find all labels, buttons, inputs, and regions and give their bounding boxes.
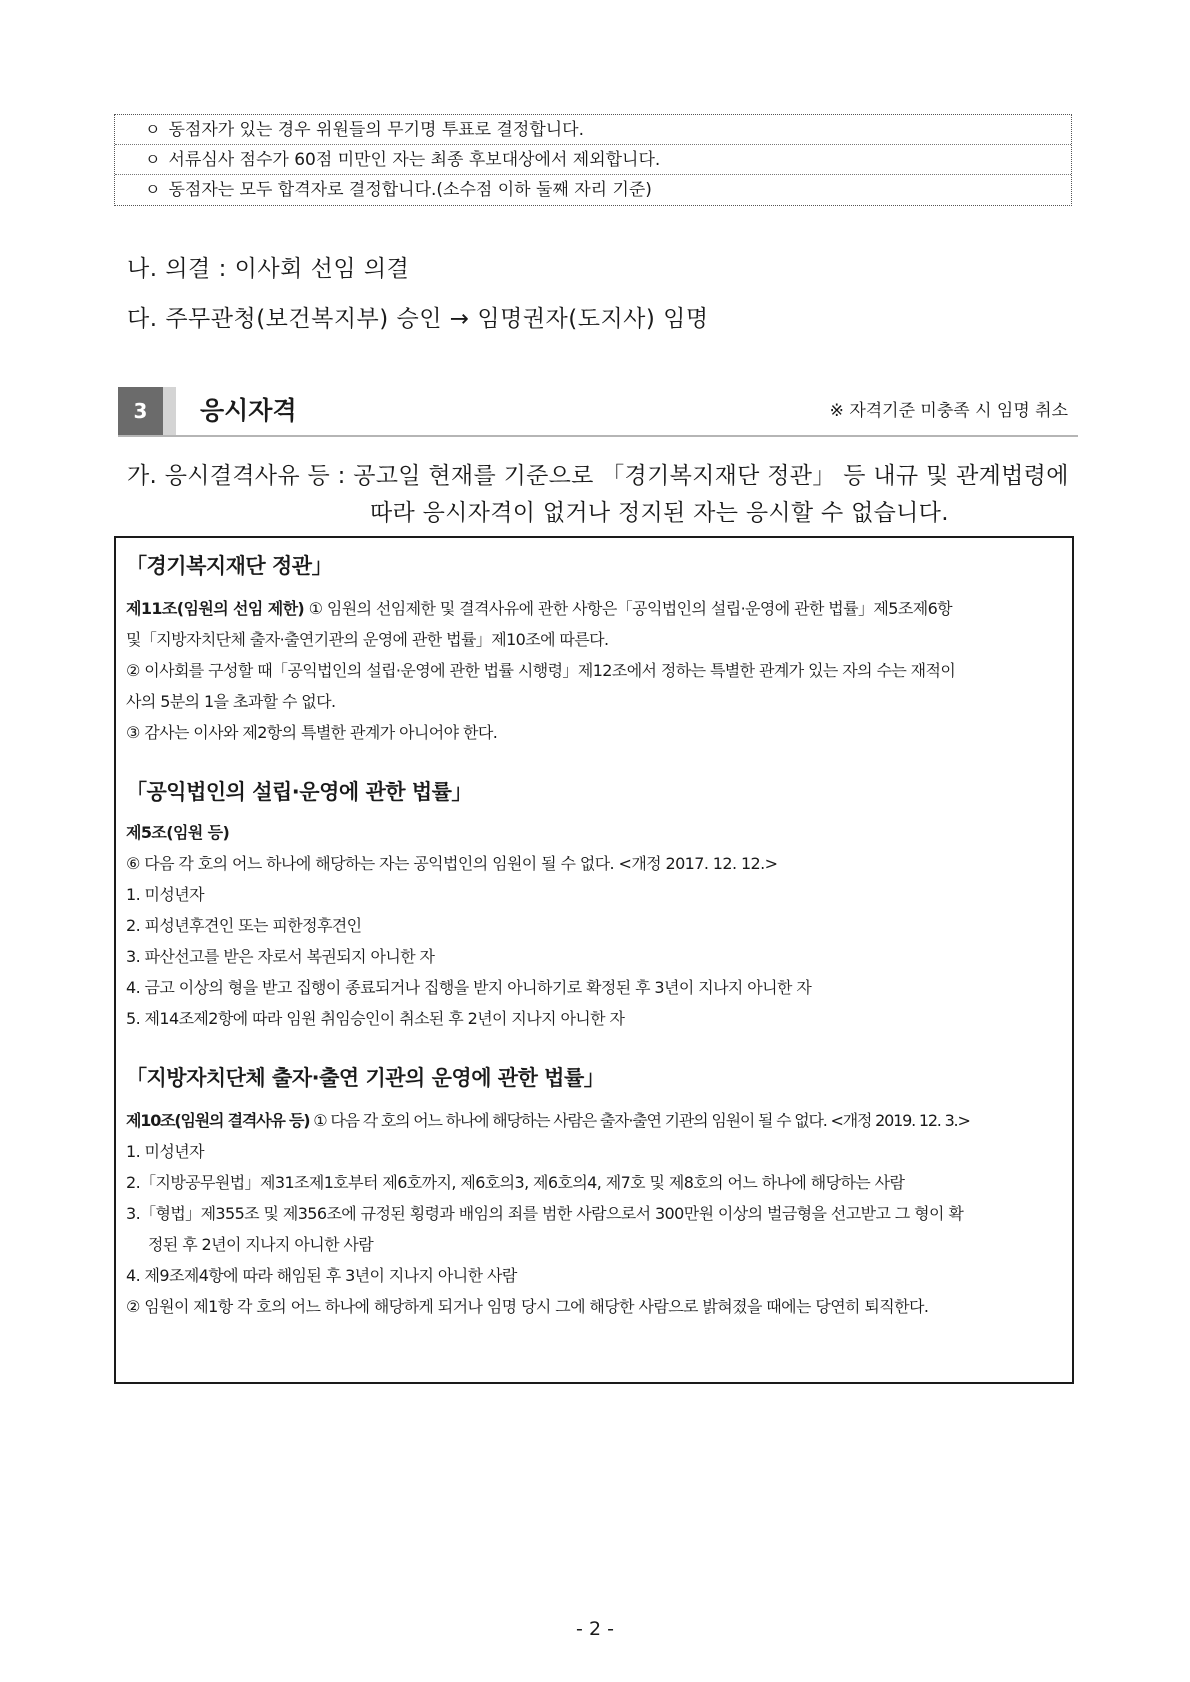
notice-item: ㅇ 동점자가 있는 경우 위원들의 무기명 투표로 결정합니다.: [115, 115, 1071, 145]
article-heading: 제10조(임원의 결격사유 등): [126, 1111, 310, 1130]
law-paragraph: ③ 감사는 이사와 제2항의 특별한 관계가 아니어야 한다.: [126, 723, 498, 742]
law-title: 「경기복지재단 정관」: [126, 554, 333, 578]
list-item: 정된 후 2년이 지나지 아니한 사람: [148, 1235, 374, 1254]
law-title: 「공익법인의 설립·운영에 관한 법률」: [126, 780, 472, 804]
section-header: [118, 387, 1078, 437]
list-item: 4. 제9조제4항에 따라 해임된 후 3년이 지나지 아니한 사람: [126, 1266, 517, 1285]
disqualification-line-2: 따라 응시자격이 없거나 정지된 자는 응시할 수 없습니다.: [370, 500, 949, 526]
law-paragraph: ② 이사회를 구성할 때「공익법인의 설립·운영에 관한 법률 시행령」제12조에서 정하는 특별한 관계가 있는 자의 수는 재적이: [126, 661, 956, 680]
bullet-icon: ㅇ: [145, 150, 161, 169]
notice-item: ㅇ 동점자는 모두 합격자로 결정합니다.(소수점 이하 둘째 자리 기준): [115, 175, 1071, 205]
law-paragraph: 제10조(임원의 결격사유 등) ① 다음 각 호의 어느 하나에 해당하는 사람은 출자·출연 기관의 임원이 될 수 없다. <개정 2019. 12. 3.>: [126, 1111, 970, 1130]
list-item: 3. 파산선고를 받은 자로서 복권되지 아니한 자: [126, 947, 435, 966]
law-paragraph: ② 임원이 제1항 각 호의 어느 하나에 해당하게 되거나 임명 당시 그에 해당한 사람으로 밝혀졌을 때에는 당연히 퇴직한다.: [126, 1297, 929, 1316]
list-item: 5. 제14조제2항에 따라 임원 취임승인이 취소된 후 2년이 지나지 아니한 자: [126, 1009, 625, 1028]
notice-item: ㅇ 서류심사 점수가 60점 미만인 자는 최종 후보대상에서 제외합니다.: [115, 145, 1071, 175]
list-item: 1. 미성년자: [126, 885, 204, 904]
disqualification-line-1: 가. 응시결격사유 등 : 공고일 현재를 기준으로 「경기복지재단 정관」 등 내규 및 관계법령에: [127, 463, 1069, 489]
law-paragraph: 사의 5분의 1을 초과할 수 없다.: [126, 692, 336, 711]
page-number: - 2 -: [576, 1618, 614, 1640]
article-heading: 제5조(임원 등): [126, 823, 230, 842]
section-number-shade: [163, 387, 176, 435]
section-title: 응시자격: [200, 396, 297, 425]
step-da: 다. 주무관청(보건복지부) 승인 → 임명권자(도지사) 임명: [127, 306, 709, 332]
bullet-icon: ㅇ: [145, 120, 161, 139]
law-title: 「지방자치단체 출자·출연 기관의 운영에 관한 법률」: [126, 1066, 605, 1090]
law-paragraph: 및「지방자치단체 출자·출연기관의 운영에 관한 법률」제10조에 따른다.: [126, 630, 609, 649]
law-excerpt-box: [114, 536, 1074, 1384]
list-item: 2.「지방공무원법」제31조제1호부터 제6호까지, 제6호의3, 제6호의4, 제7호 및 제8호의 어느 하나에 해당하는 사람: [126, 1173, 905, 1192]
section-note: ※ 자격기준 미충족 시 임명 취소: [829, 401, 1068, 421]
notice-box: [114, 114, 1072, 206]
list-item: 3.「형법」제355조 및 제356조에 규정된 횡령과 배임의 죄를 범한 사람으로서 300만원 이상의 벌금형을 선고받고 그 형이 확: [126, 1204, 964, 1223]
article-heading: 제11조(임원의 선임 제한): [126, 599, 305, 618]
list-item: 4. 금고 이상의 형을 받고 집행이 종료되거나 집행을 받지 아니하기로 확정된 후 3년이 지나지 아니한 자: [126, 978, 812, 997]
law-paragraph: ⑥ 다음 각 호의 어느 하나에 해당하는 자는 공익법인의 임원이 될 수 없다. <개정 2017. 12. 12.>: [126, 854, 778, 873]
list-item: 1. 미성년자: [126, 1142, 204, 1161]
section-number: 3: [118, 387, 163, 435]
law-paragraph: 제11조(임원의 선임 제한) ① 임원의 선임제한 및 결격사유에 관한 사항은「공익법인의 설립·운영에 관한 법률」제5조제6항: [126, 599, 953, 618]
bullet-icon: ㅇ: [145, 180, 161, 199]
step-na: 나. 의결 : 이사회 선임 의결: [127, 256, 410, 282]
list-item: 2. 피성년후견인 또는 피한정후견인: [126, 916, 362, 935]
